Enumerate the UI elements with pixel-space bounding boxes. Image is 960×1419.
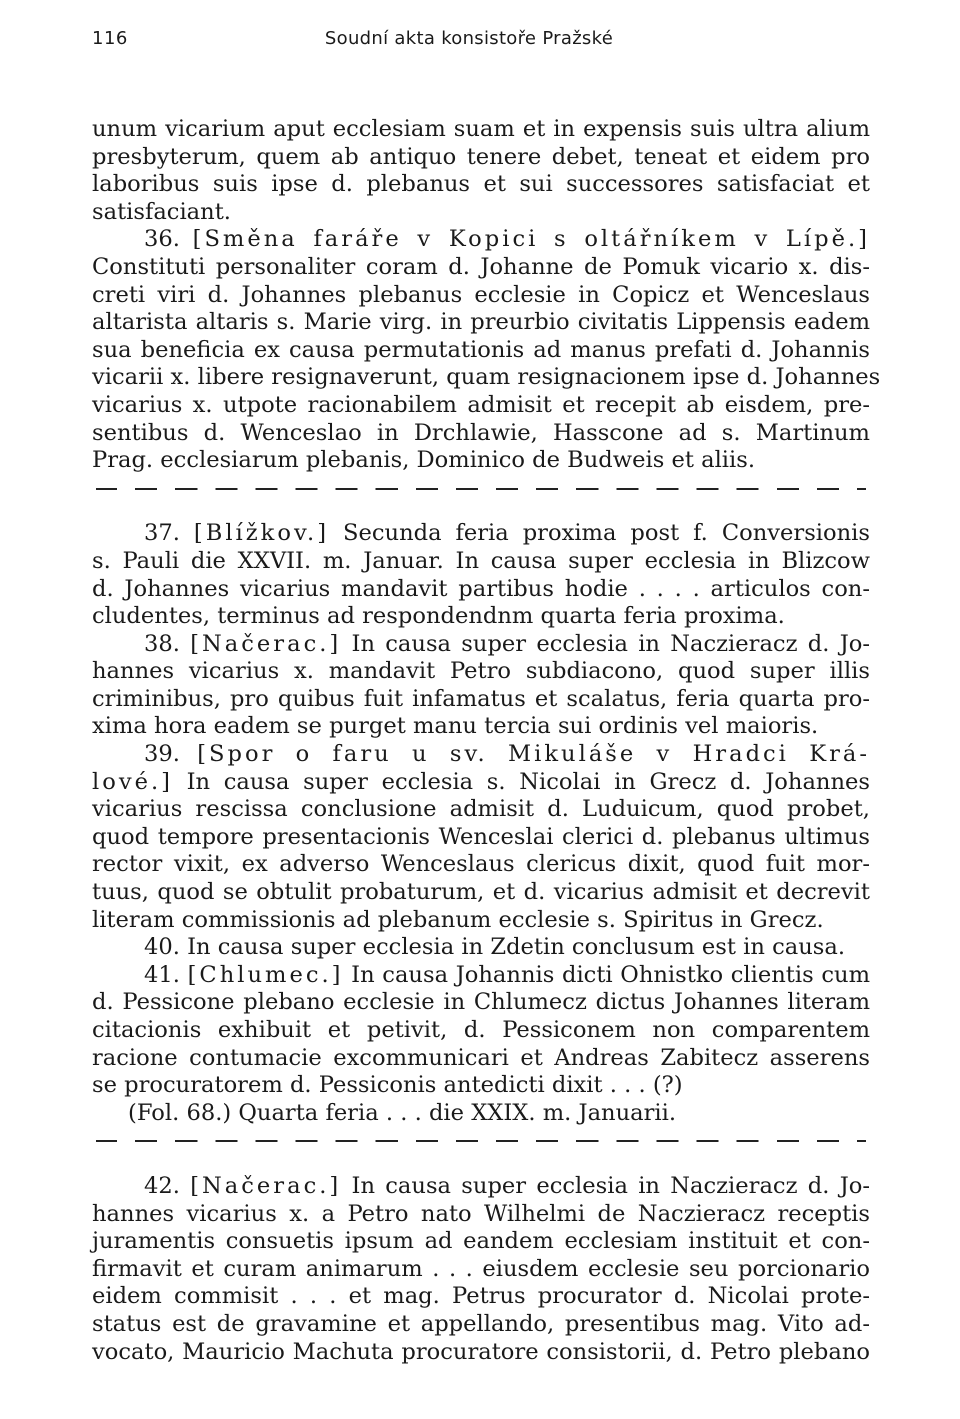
entry-text: In causa super ecclesia s. Nicolai in Grecz d. Johannes bbox=[172, 768, 870, 795]
text-line: hannes vicarius x. mandavit Petro subdiacono, quod super illis bbox=[92, 658, 870, 685]
text-line: racione contumacie excommunicari et Andreas Zabitecz asserens bbox=[92, 1044, 870, 1071]
entry-text: In causa Johannis dicti Ohnistko clientis cum bbox=[343, 961, 870, 988]
entry-topic: [Načerac.] bbox=[190, 1172, 342, 1199]
spacer bbox=[92, 502, 870, 520]
entry-37-heading bbox=[92, 520, 870, 548]
text-line: creti viri d. Johannes plebanus ecclesie in Copicz et Wenceslaus bbox=[92, 281, 870, 308]
text-line: presbyterum, quem ab antiquo tenere debet, teneat et eidem pro bbox=[92, 143, 870, 170]
text-line: sua beneficia ex causa permutationis ad manus prefati d. Johannis bbox=[92, 336, 870, 363]
entry-number: 38. bbox=[144, 630, 191, 657]
text-line: d. Pessicone plebano ecclesie in Chlumecz dictus Johannes literam bbox=[92, 989, 870, 1016]
entry-42-heading bbox=[92, 1173, 870, 1201]
entry-number: 39. bbox=[144, 741, 198, 768]
entry-topic: lové.] bbox=[92, 768, 173, 795]
text-line: xima hora eadem se purget manu tercia sui ordinis vel maioris. bbox=[92, 713, 819, 740]
body-text bbox=[92, 116, 881, 1366]
section-separator bbox=[92, 1127, 870, 1155]
text-line: altarista altaris s. Marie virg. in preurbio civitatis Lippensis eadem bbox=[92, 309, 870, 336]
text-line: se procuratorem d. Pessiconis antedicti dixit . . . (?) bbox=[92, 1072, 683, 1099]
text-line: hannes vicarius x. a Petro nato Wilhelmi de Naczieracz receptis bbox=[92, 1200, 870, 1227]
entry-40: 40. In causa super ecclesia in Zdetin conclusum est in causa. bbox=[144, 934, 846, 961]
text-line: vicarii x. libere resignaverunt, quam resignacionem ipse d. Johannes bbox=[92, 364, 881, 391]
text-line: citacionis exhibuit et petivit, d. Pessiconem non comparentem bbox=[92, 1017, 870, 1043]
entry-topic: [Chlumec.] bbox=[187, 961, 344, 988]
document-page bbox=[92, 28, 881, 1366]
entry-text: Secunda feria proxima post f. Conversionis bbox=[329, 520, 870, 547]
text-line: vocato, Mauricio Machuta procuratore consistorii, d. Petro plebano bbox=[92, 1338, 870, 1365]
text-line: s. Pauli die XXVII. m. Januar. In causa super ecclesia in Blizcow bbox=[92, 547, 870, 574]
entry-41-heading bbox=[92, 962, 870, 990]
text-line: rector vixit, ex adverso Wenceslaus clericus dixit, quod fuit mor- bbox=[92, 851, 870, 878]
text-line: literam commissionis ad plebanum ecclesie s. Spiritus in Grecz. bbox=[92, 906, 824, 933]
text-line: unum vicarium aput ecclesiam suam et in expensis suis ultra alium bbox=[92, 116, 870, 142]
text-line: tuus, quod se obtulit probaturum, et d. vicarius admisit et decrevit bbox=[92, 879, 870, 906]
spacer bbox=[92, 1155, 870, 1173]
page-header bbox=[92, 28, 870, 64]
entry-topic: [Směna faráře v Kopici s oltářníkem v Lípě.] bbox=[192, 226, 870, 253]
text-line: status est de gravamine et appellando, presentibus mag. Vito ad- bbox=[92, 1310, 870, 1337]
page-number: 116 bbox=[92, 28, 128, 49]
text-line: vicarius rescissa conclusione admisit d. Luduicum, quod probet, bbox=[92, 796, 870, 823]
entry-38-heading bbox=[92, 631, 870, 659]
text-line: Constituti personaliter coram d. Johanne de Pomuk vicario x. dis- bbox=[92, 253, 870, 280]
entry-number: 41. bbox=[144, 961, 188, 988]
text-line: criminibus, pro quibus fuit infamatus et scalatus, feria quarta pro- bbox=[92, 685, 870, 712]
section-separator bbox=[92, 475, 870, 503]
entry-number: 37. bbox=[144, 520, 194, 547]
entry-number: 42. bbox=[144, 1172, 191, 1199]
text-line: cludentes, terminus ad respondendnm quarta feria proxima. bbox=[92, 603, 785, 630]
text-line: vicarius x. utpote racionabilem admisit et recepit ab eisdem, pre- bbox=[92, 391, 870, 418]
text-line: quod tempore presentacionis Wenceslai clerici d. plebanus ultimus bbox=[92, 823, 870, 850]
text-line: eidem commisit . . . et mag. Petrus procurator d. Nicolai prote- bbox=[92, 1283, 870, 1310]
folio-note: (Fol. 68.) Quarta feria . . . die XXIX. m. Januarii. bbox=[128, 1099, 677, 1126]
text-line: firmavit et curam animarum . . . eiusdem ecclesie seu porcionario bbox=[92, 1255, 870, 1282]
text-line: juramentis consuetis ipsum ad eandem ecclesiam instituit et con- bbox=[92, 1228, 870, 1255]
text-line: sentibus d. Wenceslao in Drchlawie, Hasscone ad s. Martinum bbox=[92, 419, 870, 446]
entry-text: In causa super ecclesia in Naczieracz d. Jo- bbox=[341, 1172, 870, 1199]
entry-topic: [Spor o faru u sv. Mikuláše v Hradci Krá- bbox=[197, 741, 870, 768]
text-line: laboribus suis ipse d. plebanus et sui successores satisfaciat et bbox=[92, 171, 870, 198]
entry-39-heading bbox=[92, 741, 870, 769]
text-line: satisfaciant. bbox=[92, 198, 231, 225]
text-line: d. Johannes vicarius mandavit partibus hodie . . . . articulos con- bbox=[92, 575, 870, 602]
entry-36-heading bbox=[92, 226, 870, 254]
running-title: Soudní akta konsistoře Pražské bbox=[324, 28, 614, 49]
entry-topic: [Blížkov.] bbox=[193, 520, 330, 547]
entry-topic: [Načerac.] bbox=[190, 630, 342, 657]
text-line bbox=[92, 769, 870, 797]
text-line: Prag. ecclesiarum plebanis, Dominico de Budweis et aliis. bbox=[92, 447, 756, 474]
entry-number: 36. bbox=[144, 226, 193, 253]
entry-text: In causa super ecclesia in Naczieracz d. Jo- bbox=[341, 630, 870, 657]
